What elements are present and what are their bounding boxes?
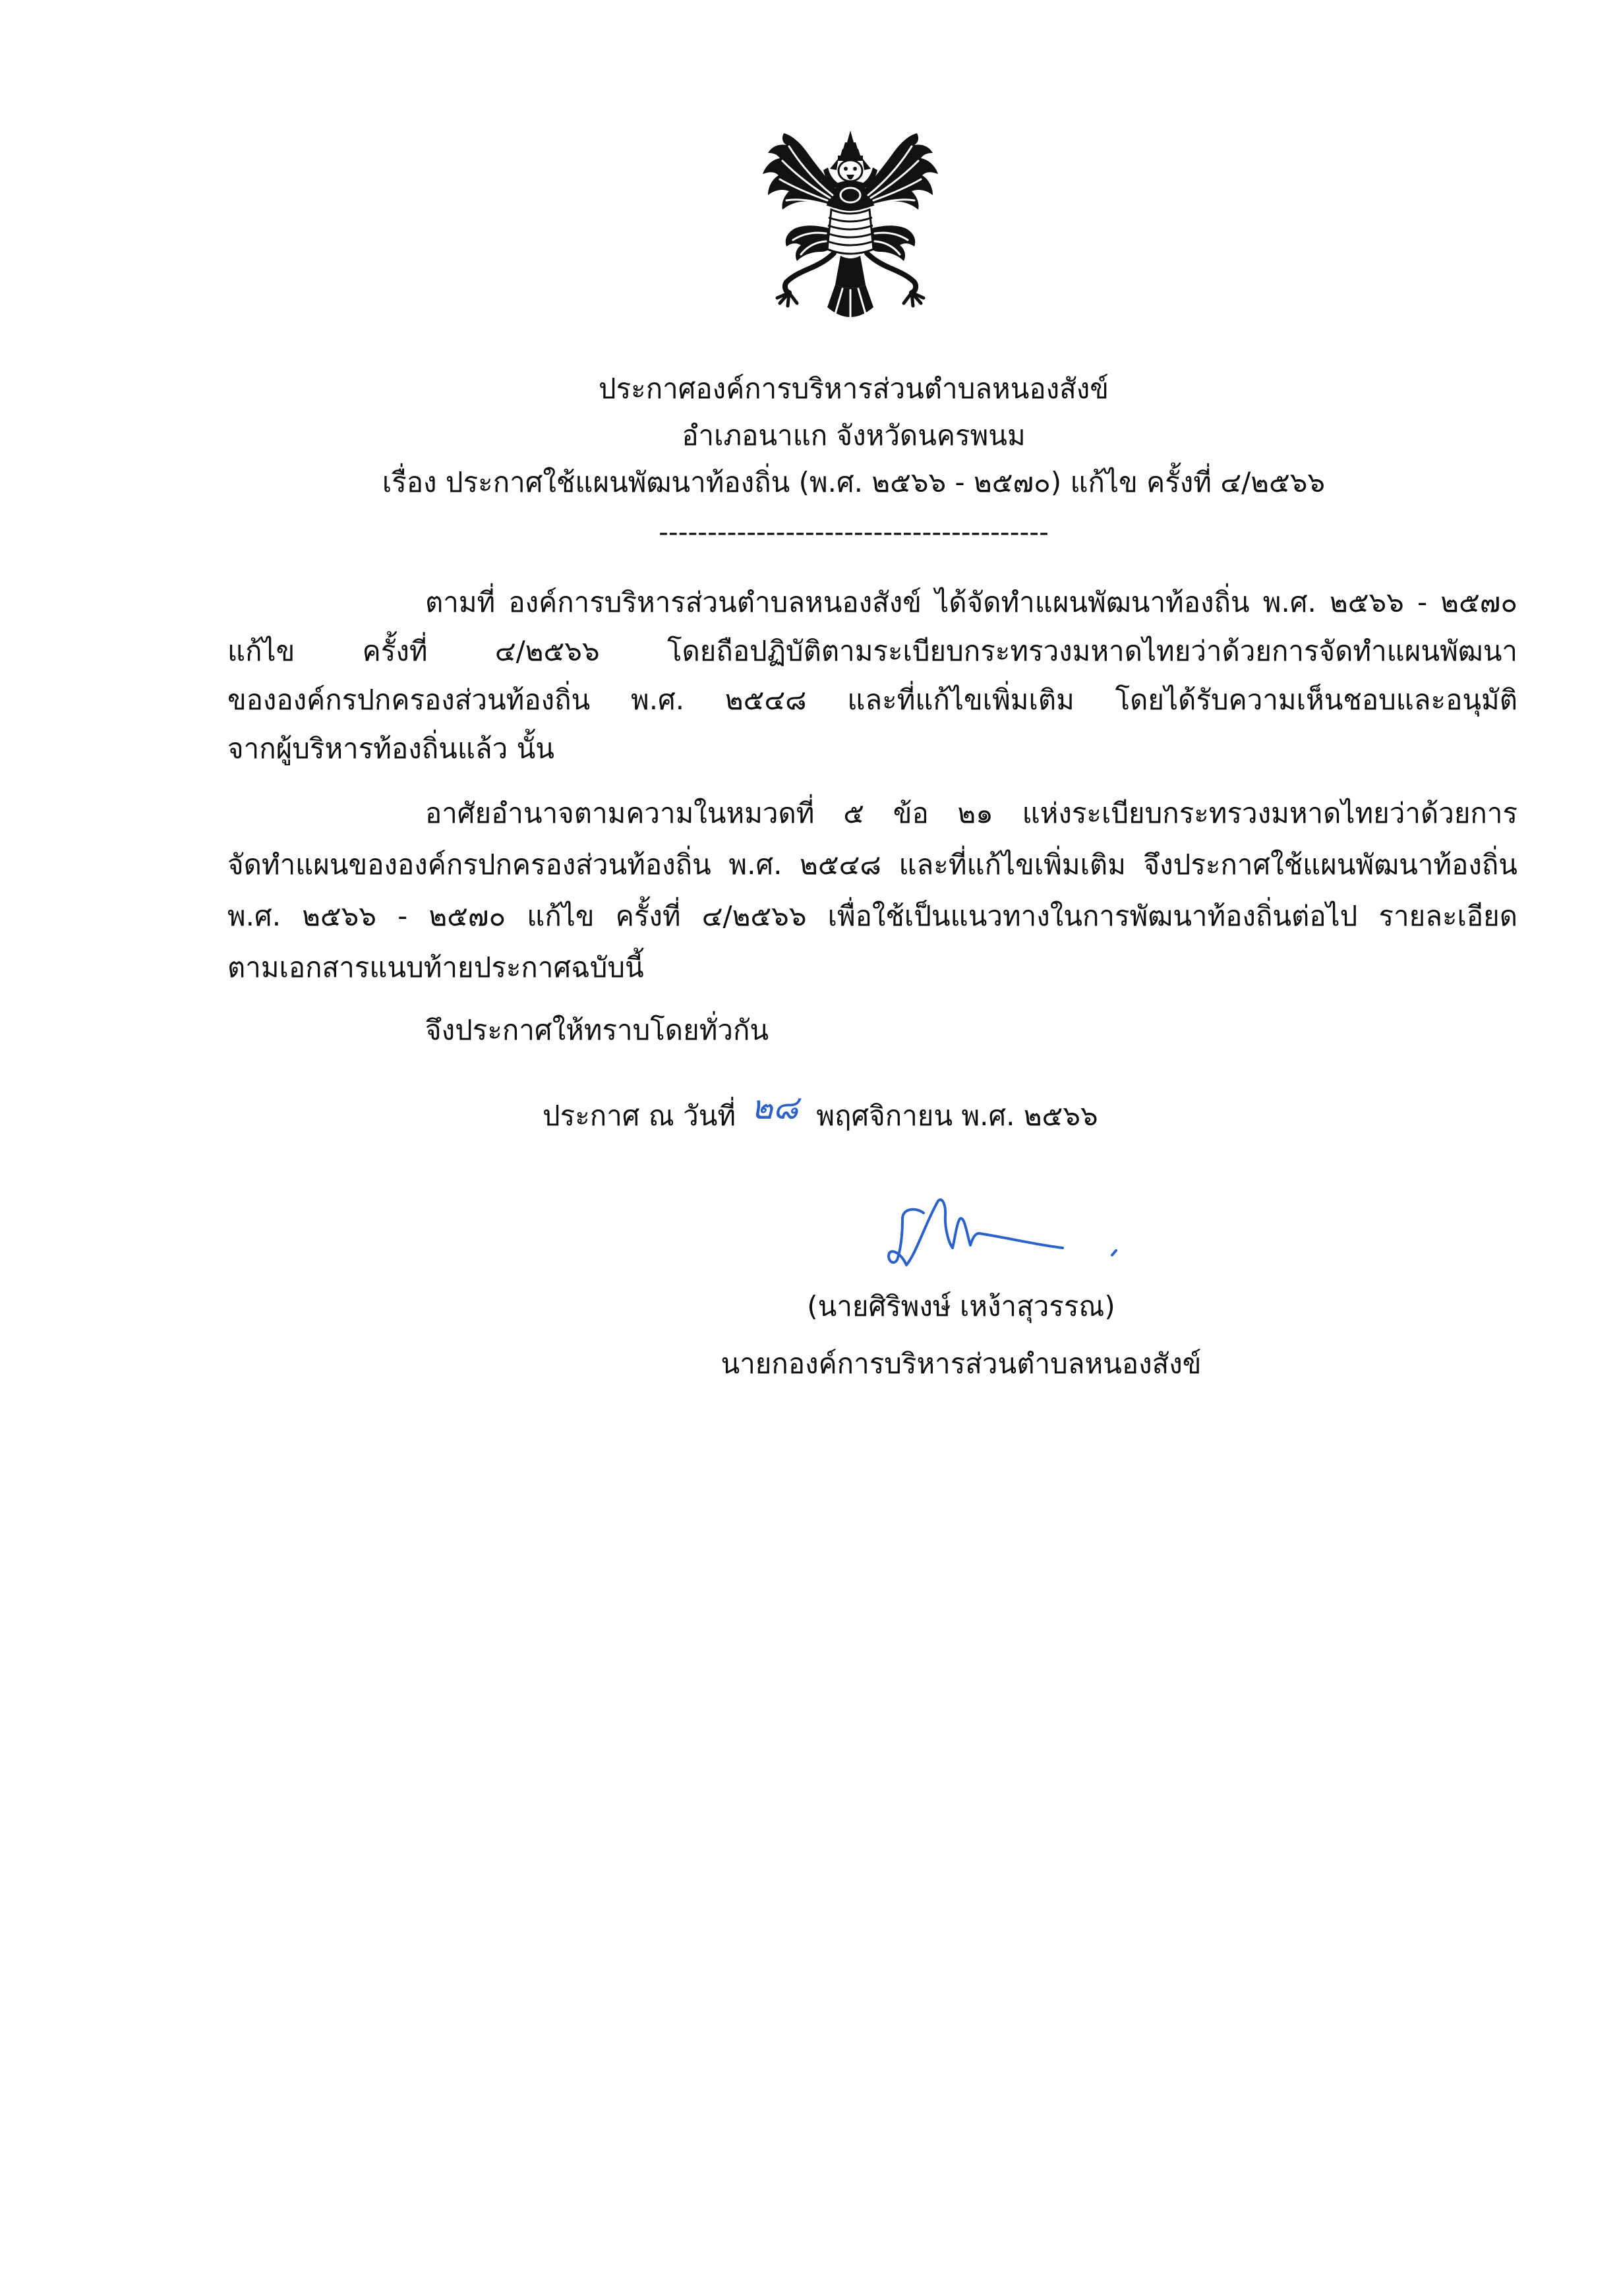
signature <box>887 1182 1150 1274</box>
date-day-handwritten: ๒๘ <box>751 1088 799 1127</box>
date-prefix: ประกาศ ณ วันที่ <box>543 1100 736 1132</box>
paragraph-line: แก้ไข ครั้งที่ ๔/๒๕๖๖ โดยถือปฏิบัติตามระเบียบกระทรวงมหาดไทยว่าด้วยการจัดทำแผนพัฒนา <box>227 635 1517 667</box>
paragraph-line: ตามเอกสารแนบท้ายประกาศฉบับนี้ <box>227 951 644 984</box>
paragraph-line: ขององค์กรปกครองส่วนท้องถิ่น พ.ศ. ๒๕๔๘ และที่แก้ไขเพิ่มเติม โดยได้รับความเห็นชอบและอนุมัติ <box>227 684 1517 716</box>
paragraph-line: จากผู้บริหารท้องถิ่นแล้ว นั้น <box>227 732 555 765</box>
signer-position: นายกองค์การบริหารส่วนตำบลหนองสังข์ <box>721 1347 1202 1380</box>
garuda-emblem-icon <box>755 129 946 330</box>
paragraph-line: อาศัยอำนาจตามความในหมวดที่ ๕ ข้อ ๒๑ แห่งระเบียบกระทรวงมหาดไทยว่าด้วยการ <box>425 797 1517 829</box>
document-header <box>227 365 1480 506</box>
paragraph-2 <box>227 788 1517 993</box>
district-line: อำเภอนาแก จังหวัดนครพนม <box>682 419 1026 452</box>
announcement-date <box>543 1089 1517 1141</box>
separator-line: ---------------------------------------- <box>659 519 1049 545</box>
date-month-year: พฤศจิกายน พ.ศ. ๒๕๖๖ <box>816 1100 1098 1132</box>
document-title: ประกาศองค์การบริหารส่วนตำบลหนองสังข์ <box>598 372 1109 405</box>
paragraph-1 <box>227 578 1517 773</box>
document-body <box>227 365 1517 1384</box>
closing-statement: จึงประกาศให้ทราบโดยทั่วกัน <box>425 1014 769 1046</box>
paragraph-line: พ.ศ. ๒๕๖๖ - ๒๕๗๐ แก้ไข ครั้งที่ ๔/๒๕๖๖ เพื่อใช้เป็นแนวทางในการพัฒนาท้องถิ่นต่อไป รายละเอียด <box>227 900 1517 932</box>
paragraph-line: จัดทำแผนขององค์กรปกครองส่วนท้องถิ่น พ.ศ. ๒๕๔๘ และที่แก้ไขเพิ่มเติม จึงประกาศใช้แผนพัฒนาท้องถิ่น <box>227 848 1517 881</box>
signer-name: (นายศิริพงษ์ เหง้าสุวรรณ) <box>807 1290 1115 1322</box>
subject-line: เรื่อง ประกาศใช้แผนพัฒนาท้องถิ่น (พ.ศ. ๒๕๖๖ - ๒๕๗๐) แก้ไข ครั้งที่ ๔/๒๕๖๖ <box>382 466 1326 498</box>
paragraph-line: ตามที่ องค์การบริหารส่วนตำบลหนองสังข์ ได้จัดทำแผนพัฒนาท้องถิ่น พ.ศ. ๒๕๖๖ - ๒๕๗๐ <box>425 586 1517 618</box>
